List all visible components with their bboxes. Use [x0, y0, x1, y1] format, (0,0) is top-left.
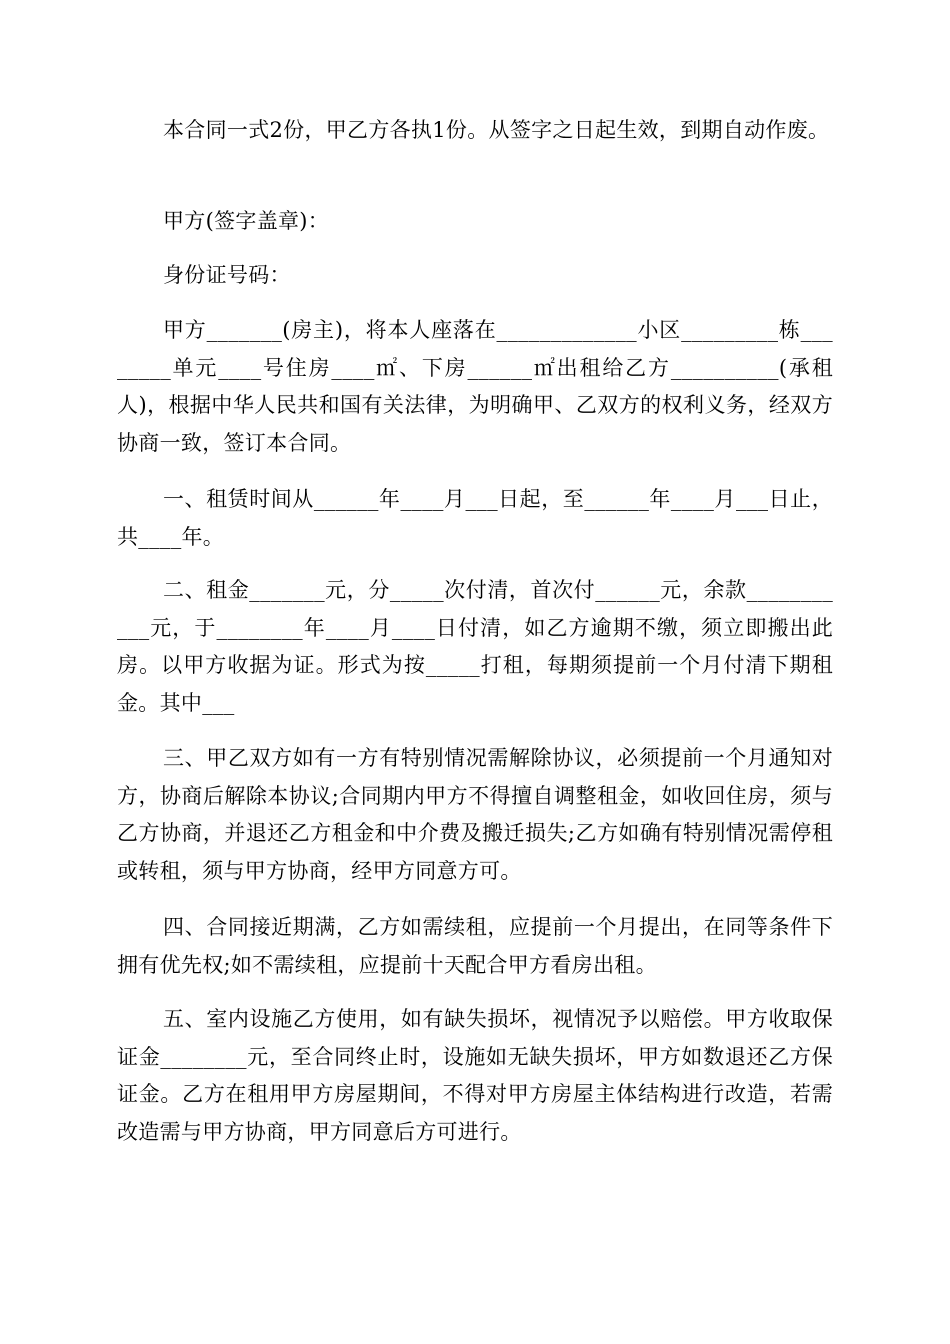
- id-number-line: 身份证号码：: [163, 263, 291, 287]
- property-description-paragraph: 甲方_______(房主)，将本人座落在_____________小区_________栋________单元____号住房____㎡、下房______㎡出租给乙方__________(承租人)，根据中华人民共和国有关法律，为明确甲、乙双方的权利义务，经双方协商一致，签订本合同。: [117, 318, 833, 455]
- facilities-deposit-clause: 五、室内设施乙方使用，如有缺失损坏，视情况予以赔偿。甲方收取保证金________元，至合同终止时，设施如无缺失损坏，甲方如数退还乙方保证金。乙方在租用甲方房屋期间，不得对甲方房屋主体结构进行改造，若需改造需与甲方协商，甲方同意后方可进行。: [117, 1007, 833, 1144]
- rent-clause: 二、租金_______元，分_____次付清，首次付______元，余款___________元，于________年____月____日付清，如乙方逾期不缴，须立即搬出此房。以甲方收据为证。形式为按_____打租，每期须提前一个月付清下期租金。其中___: [117, 578, 833, 715]
- lease-term-clause: 一、租赁时间从______年____月___日起，至______年____月___日止，共____年。: [117, 487, 833, 549]
- validity-clause-paragraph: 本合同一式2份，甲乙方各执1份。从签字之日起生效，到期自动作废。: [163, 118, 830, 142]
- party-a-signature-line: 甲方(签字盖章)：: [163, 209, 330, 233]
- termination-clause: 三、甲乙双方如有一方有特别情况需解除协议，必须提前一个月通知对方，协商后解除本协议;合同期内甲方不得擅自调整租金，如收回住房，须与乙方协商，并退还乙方租金和中介费及搬迁损失;乙方如确有特别情况需停租或转租，须与甲方协商，经甲方同意方可。: [117, 746, 833, 883]
- renewal-clause: 四、合同接近期满，乙方如需续租，应提前一个月提出，在同等条件下拥有优先权;如不需续租，应提前十天配合甲方看房出租。: [117, 915, 833, 977]
